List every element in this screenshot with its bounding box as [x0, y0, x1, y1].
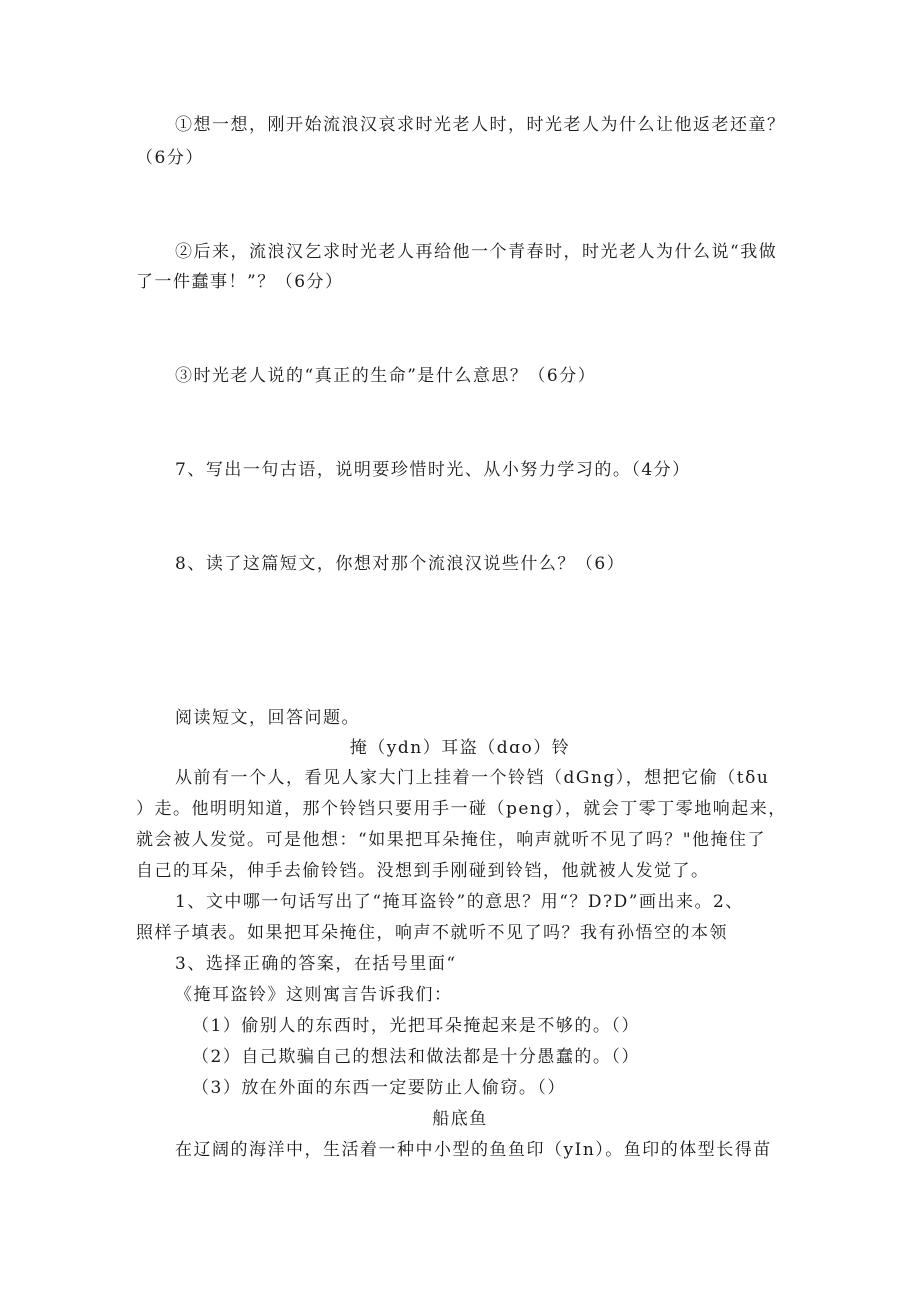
reading-question-1-line-2: 照样子填表。如果把耳朵掩住，响声不就听不见了吗？我有孙悟空的本领 [136, 923, 728, 943]
question-8: 8、读了这篇短文，你想对那个流浪汉说些什么？（6） [175, 554, 626, 574]
reading-instruction: 阅读短文，回答问题。 [175, 708, 360, 728]
question-2-line-2: 了一件蠢事！”？（6分） [136, 272, 344, 292]
question-3: ③时光老人说的“真正的生命”是什么意思？（6分） [175, 366, 597, 386]
question-2-line-1: ②后来，流浪汉乞求时光老人再给他一个青春时，时光老人为什么说“我做 [175, 242, 778, 262]
reading-question-3-lead: 《掩耳盗铃》这则寓言告诉我们： [175, 985, 453, 1005]
question-1-line-1: ①想一想，刚开始流浪汉哀求时光老人时，时光老人为什么让他返老还童？ [175, 115, 786, 135]
reading-question-3-intro: 3、选择正确的答案，在括号里面“ [175, 954, 457, 974]
second-story-title: 船底鱼 [432, 1109, 488, 1129]
option-1: （1）偷别人的东西时，光把耳朵掩起来是不够的。（） [192, 1016, 640, 1036]
story-title: 掩（ydn）耳盗（dɑo）铃 [349, 738, 571, 758]
question-1-line-2: （6分） [136, 148, 204, 168]
question-7: 7、写出一句古语，说明要珍惜时光、从小努力学习的。（4分） [175, 460, 691, 480]
story-paragraph-line-3: 就会被人发觉。可是他想：“如果把耳朵掩住，响声就听不见了吗？"他掩住了 [136, 830, 767, 850]
second-story-first-line: 在辽阔的海洋中，生活着一种中小型的鱼鱼印（yIn）。鱼印的体型长得苗 [175, 1140, 772, 1160]
story-paragraph-line-2: ）走。他明明知道，那个铃铛只要用手一碰（peng），就会丁零丁零地响起来， [136, 799, 787, 819]
option-2: （2）自己欺骗自己的想法和做法都是十分愚蠢的。（） [192, 1047, 640, 1067]
story-paragraph-line-4: 自己的耳朵，伸手去偷铃铛。没想到手刚碰到铃铛，他就被人发觉了。 [136, 861, 710, 881]
reading-question-1-line-1: 1、文中哪一句话写出了“掩耳盗铃”的意思？用“？D?D”画出来。2、 [175, 892, 744, 912]
option-3: （3）放在外面的东西一定要防止人偷窃。（） [192, 1078, 566, 1098]
story-paragraph-line-1: 从前有一个人，看见人家大门上挂着一个铃铛（dGng），想把它偷（tδu [175, 768, 770, 788]
